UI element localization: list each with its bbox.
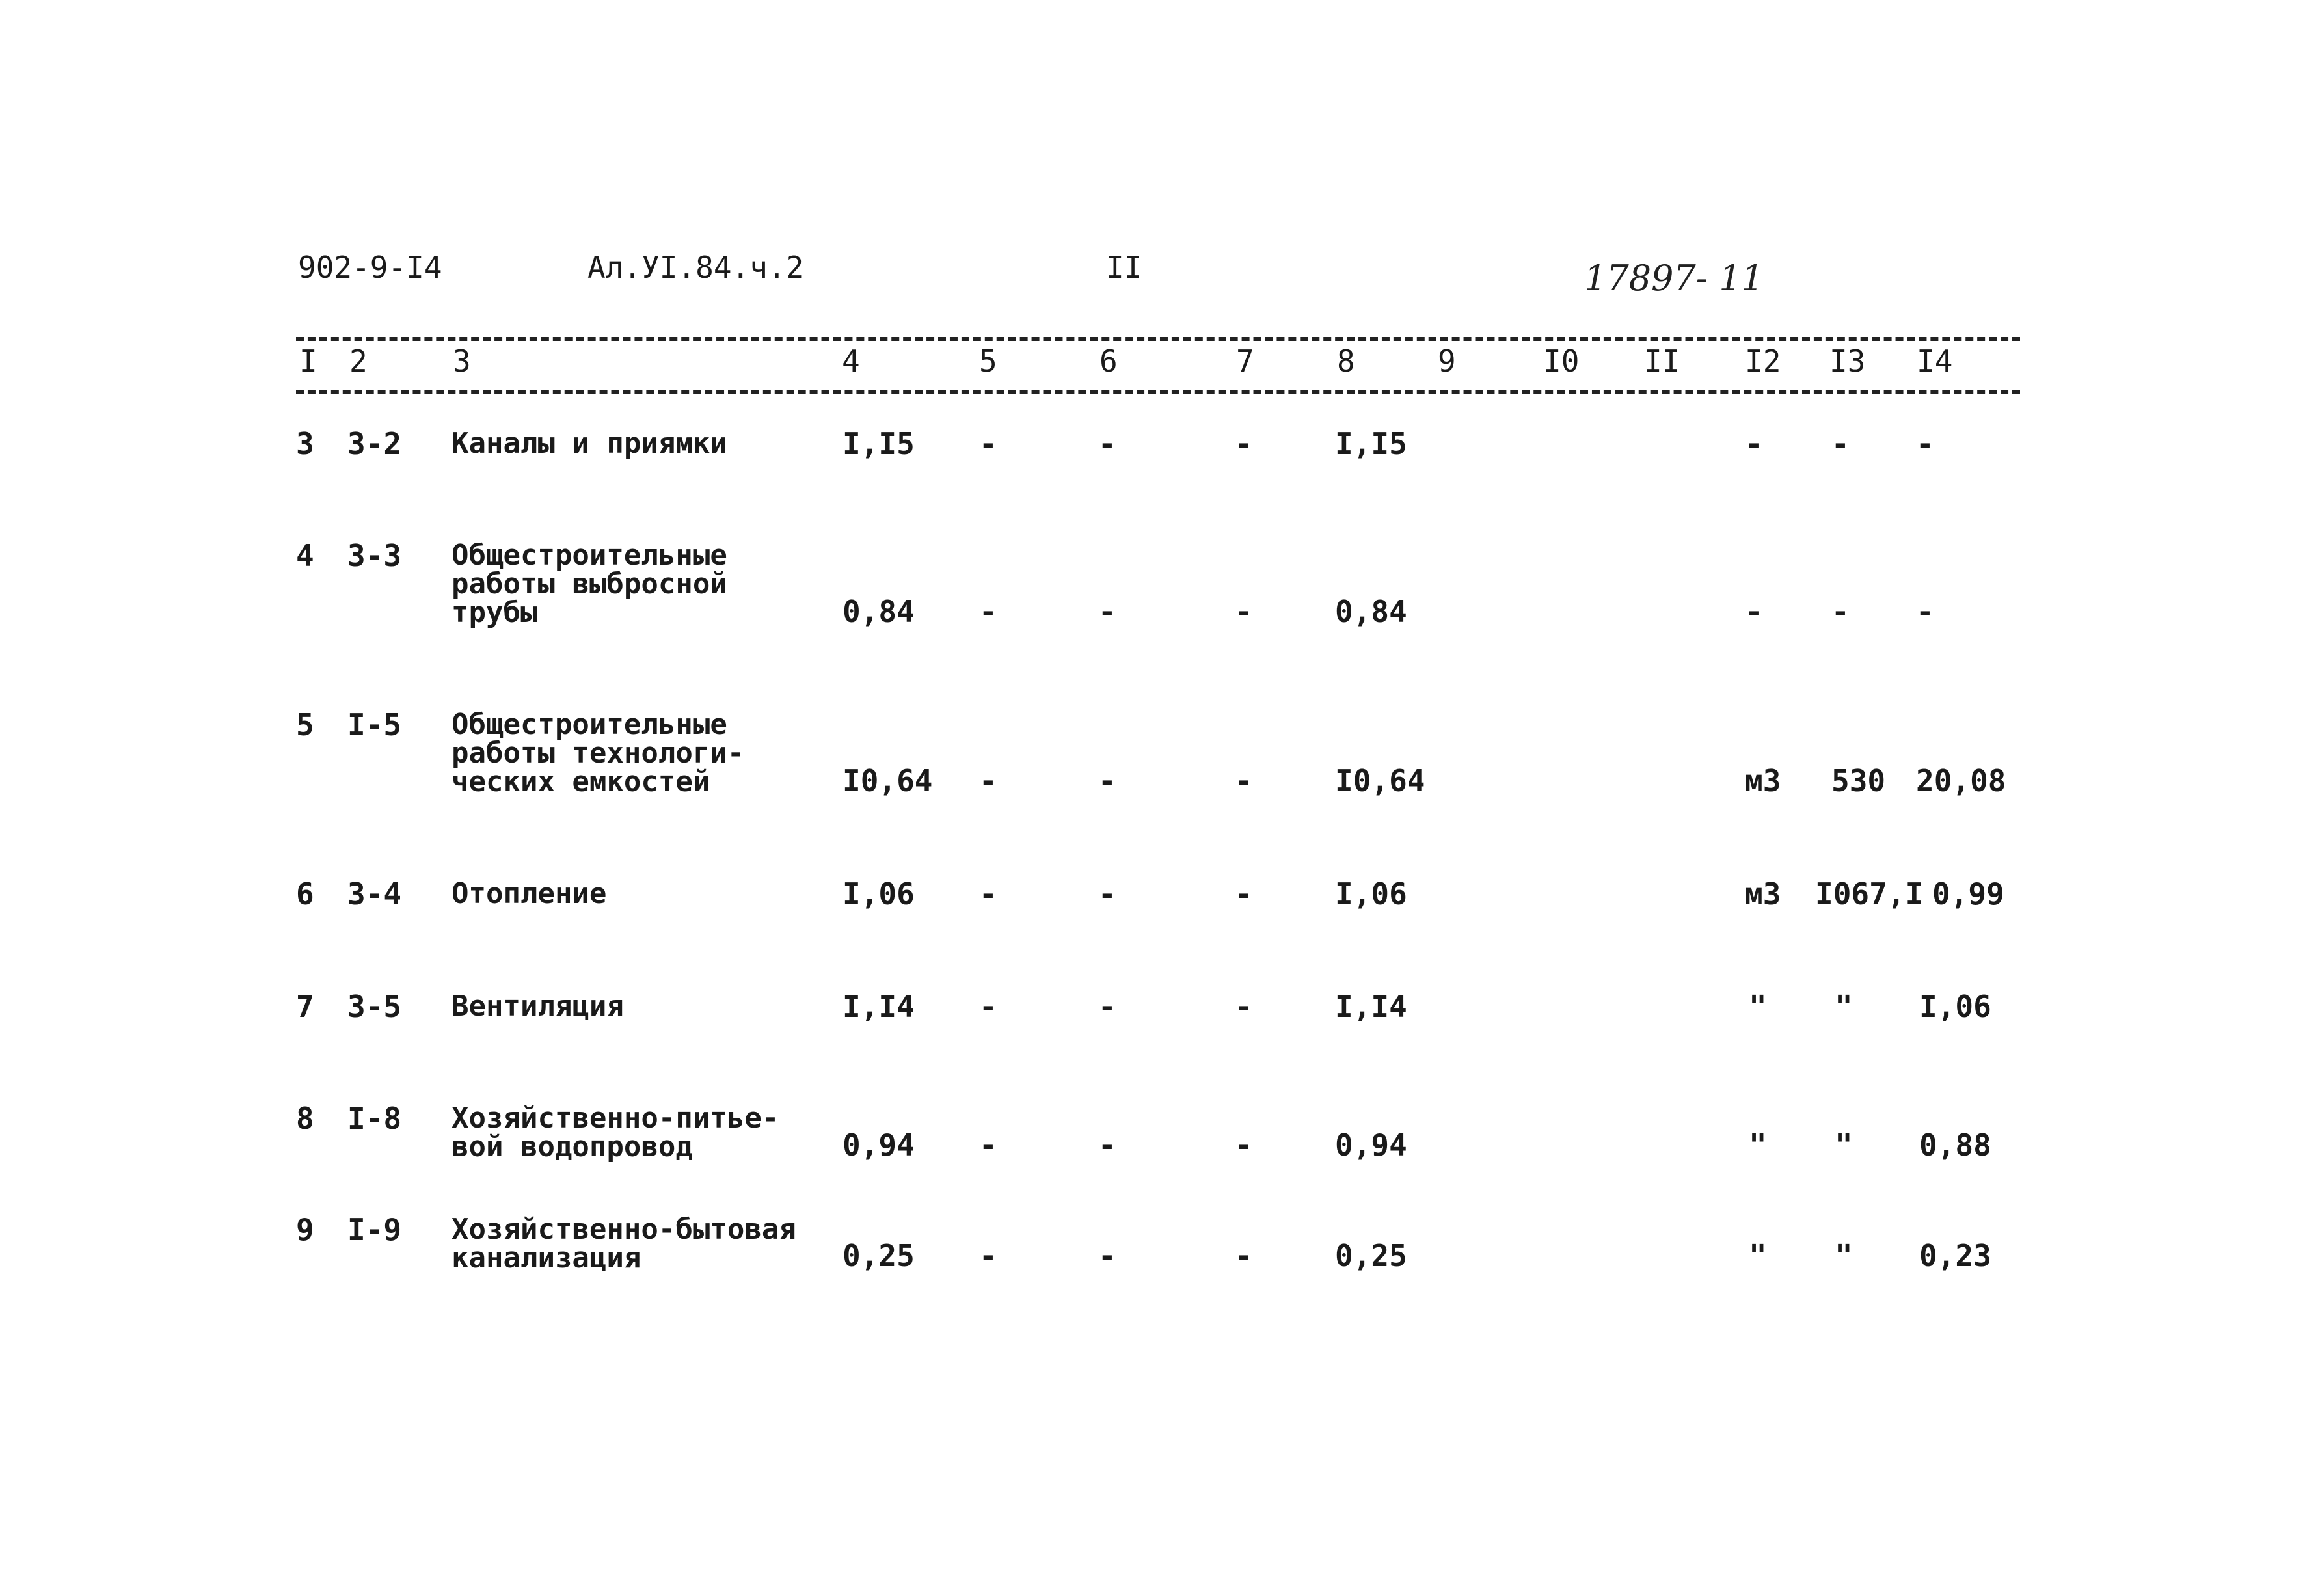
row-number: 6: [296, 876, 314, 912]
cell-col7: -: [1235, 426, 1253, 461]
cell-col4: I,I5: [842, 426, 915, 461]
row-number: 3: [296, 426, 314, 461]
cell-col5: -: [979, 594, 997, 629]
cell-col7: -: [1235, 763, 1253, 798]
cell-col5: -: [979, 876, 997, 912]
cell-col14: 0,88: [1919, 1128, 1991, 1163]
column-header: I: [299, 344, 317, 379]
cell-col7: -: [1235, 989, 1253, 1024]
column-header: II: [1644, 344, 1680, 379]
cell-col4: 0,25: [842, 1238, 915, 1273]
row-code: I-8: [347, 1101, 402, 1136]
cell-col4: 0,84: [842, 594, 915, 629]
row-code: 3-2: [347, 426, 402, 461]
cell-col12: м3: [1745, 876, 1781, 912]
cell-col13: 530: [1831, 763, 1886, 798]
cell-col5: -: [979, 426, 997, 461]
cell-col5: -: [979, 1128, 997, 1163]
cell-col12: -: [1745, 426, 1763, 461]
row-description: Отопление: [452, 877, 607, 910]
column-header: I0: [1543, 344, 1580, 379]
cell-col14: 0,23: [1919, 1238, 1991, 1273]
column-header: 5: [979, 344, 997, 379]
cell-col4: I,06: [842, 876, 915, 912]
row-description: Общестроительные работы выбросной трубы: [452, 539, 727, 629]
cell-col6: -: [1098, 876, 1116, 912]
column-header: 8: [1337, 344, 1355, 379]
cell-col7: -: [1235, 1128, 1253, 1163]
cell-col5: -: [979, 989, 997, 1024]
cell-col7: -: [1235, 1238, 1253, 1273]
cell-col8: 0,84: [1335, 594, 1407, 629]
cell-col6: -: [1098, 594, 1116, 629]
handwritten-inventory-number: 17897- 11: [1584, 258, 1764, 299]
cell-col8: I,06: [1335, 876, 1407, 912]
row-number: 9: [296, 1212, 314, 1247]
column-header: 9: [1438, 344, 1456, 379]
cell-col6: -: [1098, 1128, 1116, 1163]
cell-col8: 0,25: [1335, 1238, 1407, 1273]
cell-col14: 20,08: [1916, 763, 2006, 798]
header-bottom-rule: [296, 390, 2020, 394]
column-header: 7: [1236, 344, 1254, 379]
cell-col14: -: [1916, 594, 1934, 629]
cell-col7: -: [1235, 594, 1253, 629]
row-number: 7: [296, 989, 314, 1024]
cell-col12: -: [1745, 594, 1763, 629]
column-header: 4: [842, 344, 860, 379]
row-number: 5: [296, 707, 314, 742]
row-description: Каналы и приямки: [452, 427, 727, 460]
cell-col13: I067,I: [1815, 876, 1924, 912]
cell-col8: I,I5: [1335, 426, 1407, 461]
cell-col13: -: [1831, 594, 1850, 629]
header-top-rule: [296, 337, 2020, 341]
row-description: Общестроительные работы технологи- ческих емкостей: [452, 708, 745, 798]
cell-col8: 0,94: [1335, 1128, 1407, 1163]
column-header: 3: [453, 344, 471, 379]
column-header: 2: [349, 344, 368, 379]
row-number: 8: [296, 1101, 314, 1136]
cell-col13: ": [1835, 989, 1853, 1024]
row-description: Вентиляция: [452, 990, 624, 1023]
row-description: Хозяйственно-бытовая канализация: [452, 1213, 796, 1275]
cell-col14: -: [1916, 426, 1934, 461]
cell-col12: м3: [1745, 763, 1781, 798]
cell-col6: -: [1098, 763, 1116, 798]
cell-col6: -: [1098, 1238, 1116, 1273]
cell-col12: ": [1749, 1128, 1767, 1163]
column-header: I4: [1917, 344, 1953, 379]
cell-col6: -: [1098, 989, 1116, 1024]
cell-col4: I,I4: [842, 989, 915, 1024]
row-code: 3-5: [347, 989, 402, 1024]
cell-col4: 0,94: [842, 1128, 915, 1163]
row-code: 3-4: [347, 876, 402, 912]
row-code: I-9: [347, 1212, 402, 1247]
cell-col13: ": [1835, 1128, 1853, 1163]
row-description: Хозяйственно-питье- вой водопровод: [452, 1102, 779, 1163]
document-code: 902-9-I4: [298, 250, 442, 285]
cell-col12: ": [1749, 1238, 1767, 1273]
cell-col14: I,06: [1919, 989, 1991, 1024]
cell-col5: -: [979, 763, 997, 798]
cell-col5: -: [979, 1238, 997, 1273]
cell-col12: ": [1749, 989, 1767, 1024]
cell-col13: ": [1835, 1238, 1853, 1273]
cell-col8: I0,64: [1335, 763, 1425, 798]
cell-col14: 0,99: [1932, 876, 2004, 912]
column-header: 6: [1099, 344, 1118, 379]
column-header: I3: [1829, 344, 1866, 379]
row-code: I-5: [347, 707, 402, 742]
cell-col7: -: [1235, 876, 1253, 912]
cell-col6: -: [1098, 426, 1116, 461]
column-header: I2: [1745, 344, 1781, 379]
row-number: 4: [296, 538, 314, 573]
cell-col13: -: [1831, 426, 1850, 461]
album-reference: Ал.УI.84.ч.2: [587, 250, 804, 285]
row-code: 3-3: [347, 538, 402, 573]
cell-col4: I0,64: [842, 763, 933, 798]
cell-col8: I,I4: [1335, 989, 1407, 1024]
page-number: II: [1106, 250, 1142, 285]
